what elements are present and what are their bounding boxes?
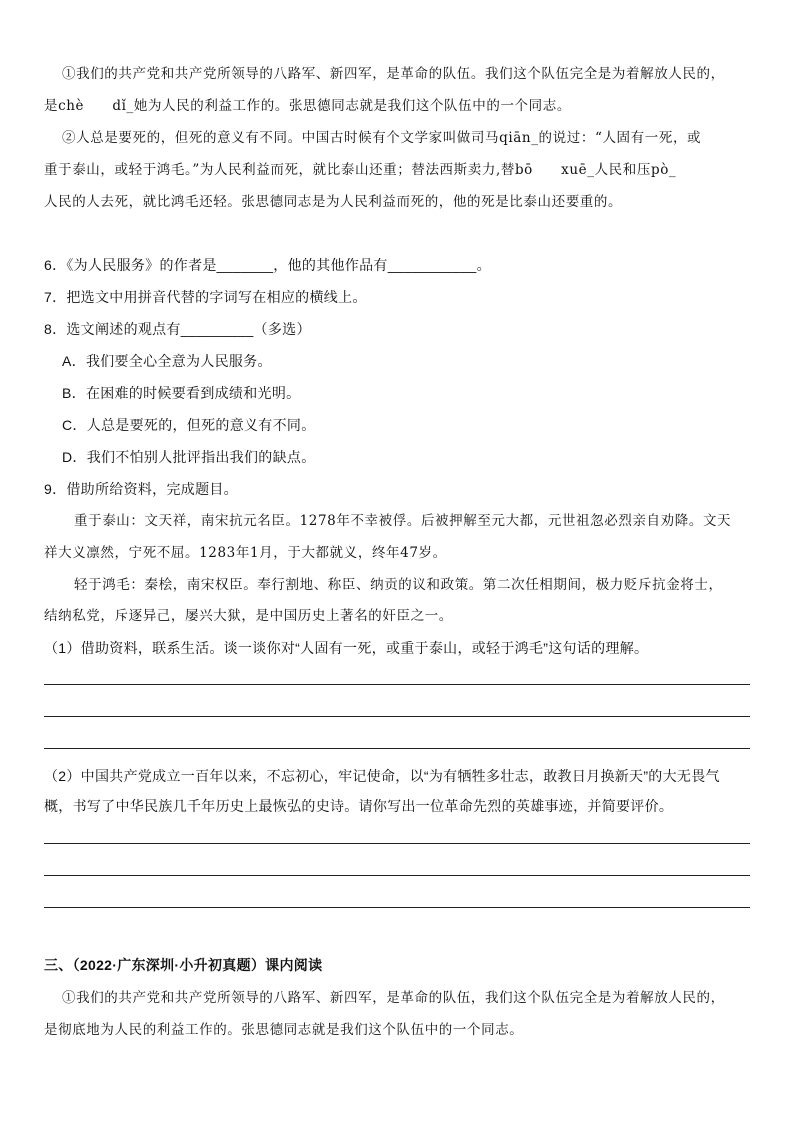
- passage-paragraph-2-line-3: 人民的人去死，就比鸿毛还轻。张思德同志是为人民利益而死的，他的死是比泰山还要重的。: [44, 194, 623, 210]
- material-1-line-2: 祥大义凛然，宁死不屈。1283年1月，于大都就义，终年47岁。: [44, 545, 447, 561]
- question-9-part-2-line-1: （2）中国共产党成立一百年以来，不忘初心，牢记使命，以“为有牺牲多壮志，敢教日月换新天”的大无畏气: [44, 768, 720, 784]
- question-8-option-a: A．我们要全心全意为人民服务。: [62, 353, 272, 369]
- answer-line: [44, 843, 750, 844]
- passage-paragraph-2-line-1: ②人总是要死的，但死的意义有不同。中国古时候有个文学家叫做司马qiān_的说过：“人固有一死，或: [62, 130, 702, 146]
- question-8-option-b: B．在困难的时候要看到成绩和光明。: [62, 385, 301, 401]
- material-2-line-2: 结纳私党，斥逐异己，屡兴大狱，是中国历史上著名的奸臣之一。: [44, 608, 453, 624]
- question-9-part-2-line-2: 概，书写了中华民族几千年历史上最恢弘的史诗。请你写出一位革命先烈的英雄事迹，并简要评价。: [44, 798, 674, 814]
- passage-paragraph-1-line-2: 是chè dǐ_她为人民的利益工作的。张思德同志就是我们这个队伍中的一个同志。: [44, 98, 571, 114]
- answer-line: [44, 875, 750, 876]
- answer-line: [44, 684, 750, 685]
- section-3-heading: 三、（2022·广东深圳·小升初真题）课内阅读: [44, 957, 323, 973]
- material-1-line-1: 重于泰山：文天祥，南宋抗元名臣。1278年不幸被俘。后被押解至元大都，元世祖忽必烈亲自劝降。文天: [74, 513, 732, 529]
- question-9: 9．借助所给资料，完成题目。: [44, 481, 238, 497]
- question-8-option-d: D．我们不怕别人批评指出我们的缺点。: [62, 449, 316, 465]
- answer-line: [44, 907, 750, 908]
- section-3-paragraph-1-line-2: 是彻底地为人民的利益工作的。张思德同志就是我们这个队伍中的一个同志。: [44, 1022, 524, 1038]
- passage-paragraph-1-line-1: ①我们的共产党和共产党所领导的八路军、新四军，是革命的队伍。我们这个队伍完全是为着解放人民的，: [62, 66, 725, 82]
- answer-line: [44, 716, 750, 717]
- question-6: 6．《为人民服务》的作者是_______，他的其他作品有___________。: [44, 257, 491, 273]
- question-8: 8．选文阐述的观点有_________（多选）: [44, 321, 311, 337]
- answer-line: [44, 748, 750, 749]
- question-7: 7．把选文中用拼音代替的字词写在相应的横线上。: [44, 289, 367, 305]
- passage-paragraph-2-line-2: 重于泰山，或轻于鸿毛。”为人民利益而死，就比泰山还重；替法西斯卖力,替bō xuē_人民和压pò_: [44, 162, 677, 178]
- material-2-line-1: 轻于鸿毛：秦桧，南宋权臣。奉行割地、称臣、纳贡的议和政策。第二次任相期间，极力贬斥抗金将士，: [74, 577, 723, 593]
- question-8-option-c: C．人总是要死的，但死的意义有不同。: [62, 417, 316, 433]
- section-3-paragraph-1-line-1: ①我们的共产党和共产党所领导的八路军、新四军，是革命的队伍，我们这个队伍完全是为着解放人民的，: [62, 990, 725, 1006]
- question-9-part-1: （1）借助资料，联系生活。谈一谈你对“人固有一死，或重于泰山，或轻于鸿毛”这句话的理解。: [44, 640, 649, 656]
